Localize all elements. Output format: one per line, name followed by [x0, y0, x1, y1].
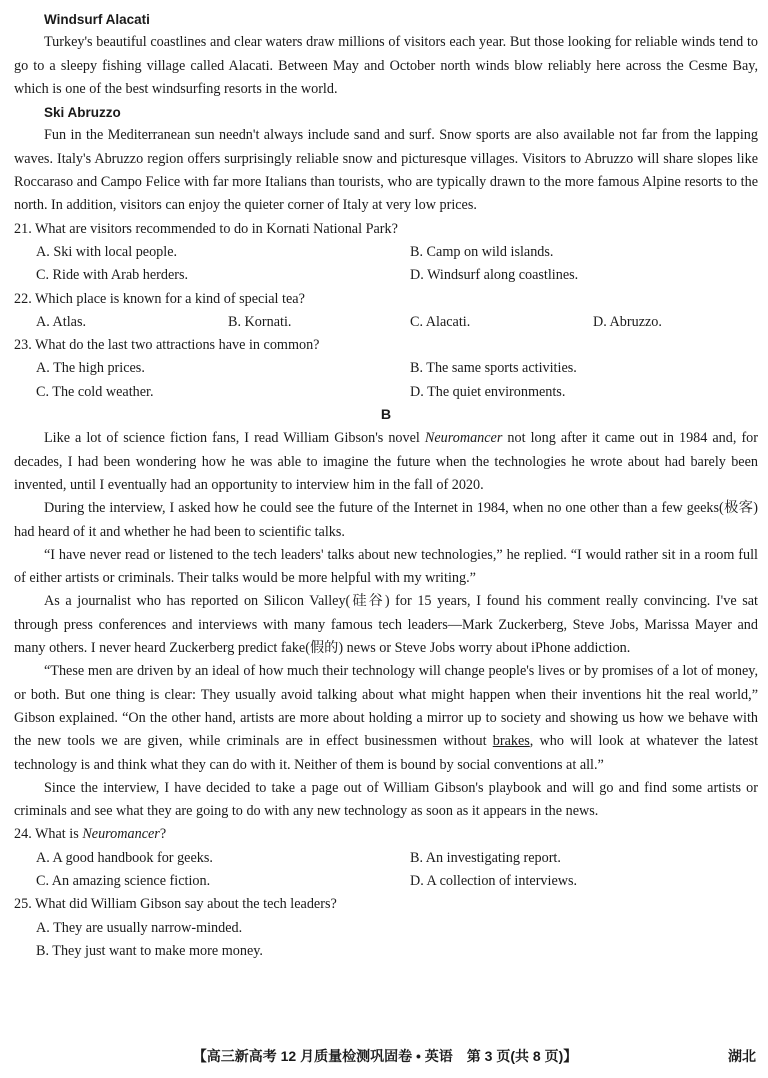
- passage-b-paragraph-6: Since the interview, I have decided to take a page out of William Gibson's playbook and will go and find some artists or criminals and see what they are going to do with any new technology as soon as it appears in the news.: [14, 779, 758, 820]
- q24-title: Neuromancer: [82, 826, 160, 843]
- page-footer: [0, 1046, 768, 1072]
- footer-region: 湖北: [728, 1048, 756, 1064]
- question-22: 22. Which place is known for a kind of special tea?: [14, 290, 305, 307]
- option-22c: C. Alacati.: [410, 313, 471, 330]
- option-25a: A. They are usually narrow-minded.: [36, 919, 243, 936]
- option-21a: A. Ski with local people.: [36, 243, 178, 260]
- option-22d: D. Abruzzo.: [593, 313, 662, 330]
- p5-text-b: , who will look at whatever the latest technology is and think what they can do with it. Neither of them is bound by social conventions at all.”: [14, 733, 759, 773]
- option-24c: C. An amazing science fiction.: [36, 872, 211, 889]
- option-24a: A. A good handbook for geeks.: [36, 849, 213, 866]
- question-24-options: [36, 847, 758, 894]
- section-b-heading: B: [380, 407, 392, 424]
- option-24d: D. A collection of interviews.: [410, 872, 578, 889]
- option-23c: C. The cold weather.: [36, 383, 154, 400]
- option-23b: B. The same sports activities.: [410, 360, 577, 377]
- option-22a: A. Atlas.: [36, 313, 87, 330]
- option-24b: B. An investigating report.: [410, 849, 561, 866]
- option-25b: B. They just want to make more money.: [36, 942, 263, 959]
- question-21-options: [36, 241, 758, 288]
- p1-text-b: not long after it came out in 1984 and, for decades, I had been wondering how he was able to imagine the future when the technologies he wrote about had barely been invented, until I eventually had an opportunity to interview him in the fall of 2020.: [14, 430, 758, 493]
- document-page: [14, 8, 758, 963]
- question-23-options: [36, 357, 758, 404]
- passage-b-paragraph-5: [14, 660, 758, 776]
- question-21: 21. What are visitors recommended to do in Kornati National Park?: [14, 220, 398, 237]
- passage-b-paragraph-1: [14, 427, 758, 497]
- windsurf-paragraph: Turkey's beautiful coastlines and clear waters draw millions of visitors each year. But those looking for reliable winds tend to go to a sleepy fishing village called Alacati. Between May and October north winds blow reliably here across the Cesme Bay, which is one of the best windsurfing resorts in the world.: [14, 34, 758, 97]
- option-22b: B. Kornati.: [228, 313, 292, 330]
- ski-paragraph: Fun in the Mediterranean sun needn't always include sand and surf. Snow sports are also available not far from the lapping waves. Italy's Abruzzo region offers surprisingly reliable snow and picturesque villages. Visitors to Abruzzo will share slopes like Roccaraso and Campo Felice with far more Italians than tourists, who are typically drawn to the more famous Alpine resorts to the north. In addition, visitors can enjoy the quieter corner of Italy at very low prices.: [14, 127, 758, 214]
- question-24: [14, 823, 758, 846]
- q24-text-a: 24. What is: [14, 826, 83, 843]
- underlined-word: brakes: [492, 733, 530, 750]
- passage-b-paragraph-4: As a journalist who has reported on Silicon Valley(硅谷) for 15 years, I found his comment really convincing. I've sat through press conferences and interviews with many famous tech leaders—Mark Zuckerberg, Steve Jobs, Marissa Mayer and many others. I never heard Zuckerberg predict fake(假的) news or Steve Jobs worry about iPhone addiction.: [14, 593, 758, 657]
- option-23d: D. The quiet environments.: [410, 383, 566, 400]
- question-25: 25. What did William Gibson say about the tech leaders?: [14, 896, 337, 913]
- footer-exam-info: 【高三新高考 12 月质量检测巩固卷 • 英语 第 3 页(共 8 页)】: [192, 1048, 578, 1064]
- novel-title: Neuromancer: [424, 430, 503, 447]
- ski-heading: Ski Abruzzo: [44, 105, 121, 121]
- option-21c: C. Ride with Arab herders.: [36, 267, 189, 284]
- question-23: 23. What do the last two attractions have in common?: [14, 337, 320, 354]
- option-21b: B. Camp on wild islands.: [410, 243, 554, 260]
- passage-b-paragraph-3: “I have never read or listened to the tech leaders' talks about new technologies,” he replied. “I would rather sit in a room full of either artists or criminals. Their talks would be more helpful with my writing.”: [14, 546, 758, 587]
- p1-text-a: Like a lot of science fiction fans, I read William Gibson's novel: [44, 430, 425, 447]
- q24-text-b: ?: [159, 826, 167, 843]
- passage-b-paragraph-2: During the interview, I asked how he could see the future of the Internet in 1984, when no one other than a few geeks(极客) had heard of it and whether he had been to scientific talks.: [14, 500, 758, 540]
- question-22-options: [36, 311, 758, 334]
- p5-text-a: “These men are driven by an ideal of how much their technology will change people's lives or by promises of a lot of money, or both. But one thing is clear: They usually avoid talking about what might happen when their inventions hit the real world,” Gibson explained. “On the other hand, artists are more about holding a mirror up to society and showing us how we behave with the new tools we are given, while criminals are in effect businessmen without: [14, 663, 758, 750]
- option-23a: A. The high prices.: [36, 360, 145, 377]
- windsurf-heading: Windsurf Alacati: [44, 12, 150, 27]
- option-21d: D. Windsurf along coastlines.: [410, 267, 579, 284]
